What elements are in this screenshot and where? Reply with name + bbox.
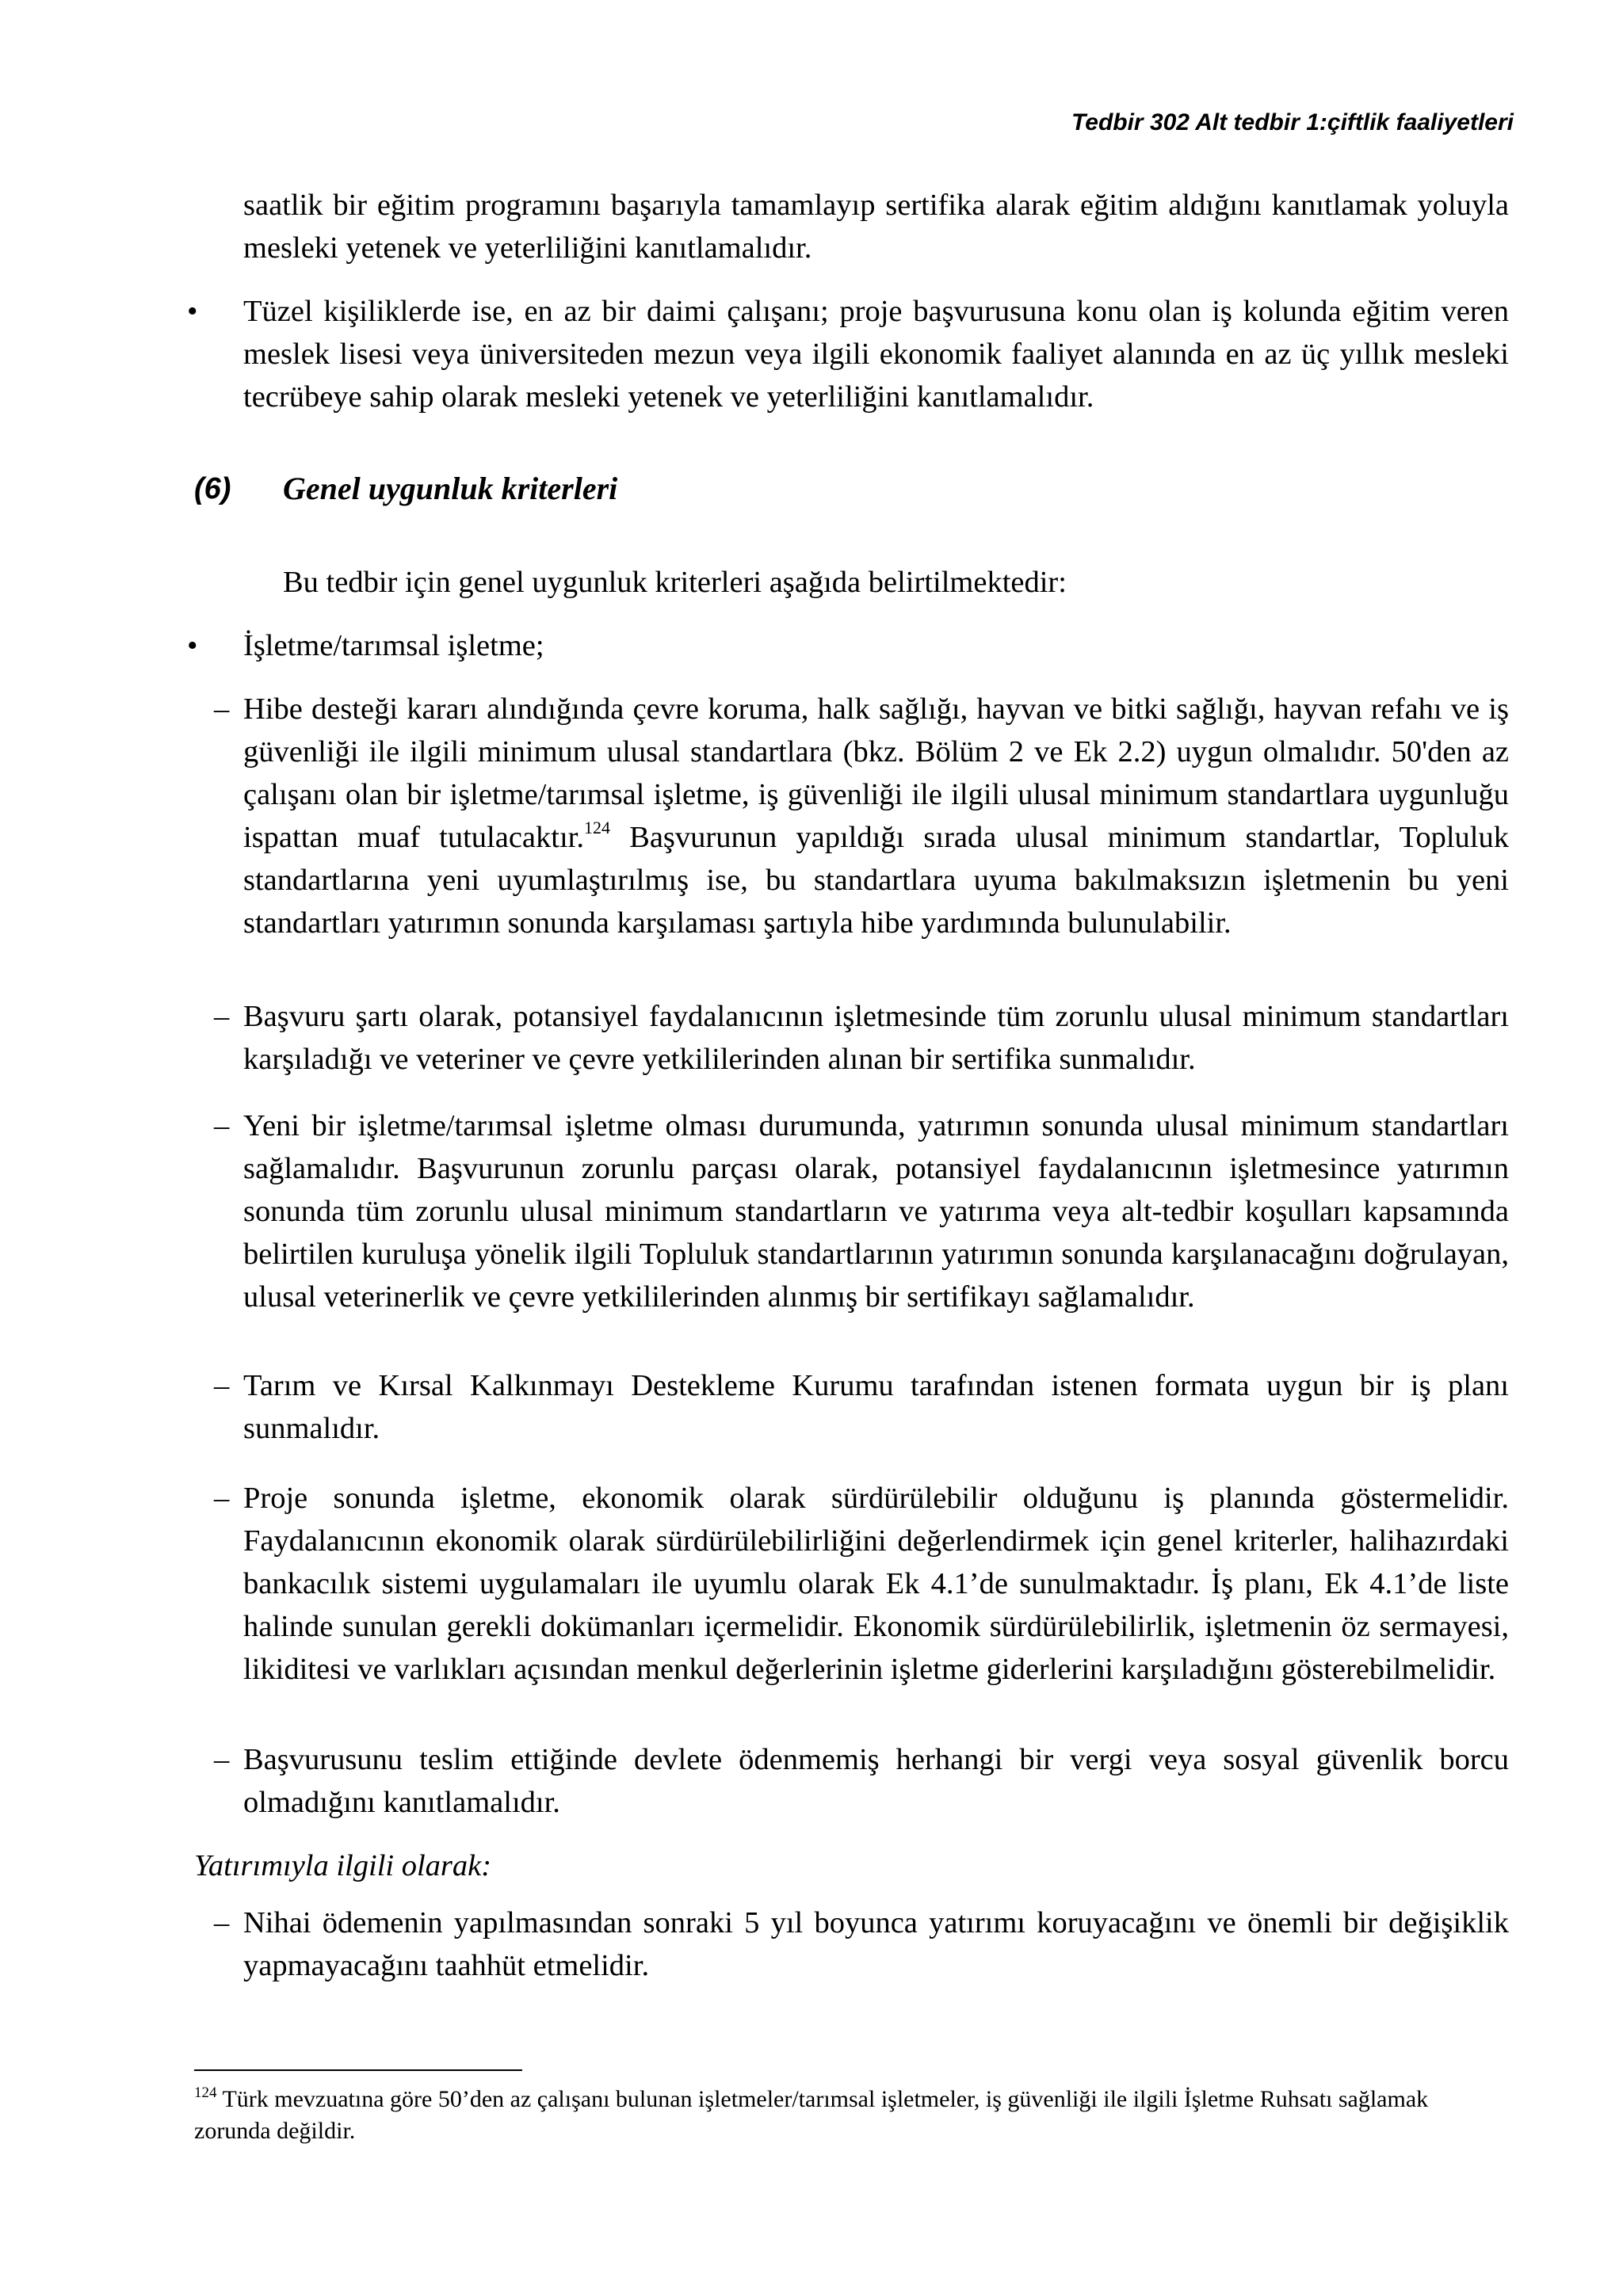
enterprise-bullet: İşletme/tarımsal işletme; — [243, 629, 544, 662]
continuation-paragraph: saatlik bir eğitim programını başarıyla tamamlayıp sertifika alarak eğitim aldığını kanıtlamak yoluyla mesleki yetenek ve yeterliliğini kanıtlamalıdır. — [243, 189, 1509, 265]
footnote — [194, 2084, 1510, 2147]
investment-heading: Yatırımıyla ilgili olarak: — [194, 1849, 492, 1882]
dash-icon: – — [214, 692, 230, 726]
dash-icon: – — [214, 1109, 230, 1142]
criterion-item: Yeni bir işletme/tarımsal işletme olması durumunda, yatırımın sonunda ulusal minimum standartları sağlamalıdır. Başvurunun zorunlu parçası olarak, potansiyel faydalanıcının işletmesince yatırımın sonunda tüm zorunlu ulusal minimum standartların ve yatırıma veya alt-tedbir koşulları kapsamında belirtilen kuruluşa yönelik ilgili Topluluk standartlarının yatırımın sonunda karşılanacağını doğrulayan, ulusal veterinerlik ve çevre yetkililerinden alınmış bir sertifikayı sağlamalıdır. — [243, 1109, 1509, 1314]
section-number: (6) — [194, 472, 231, 505]
bullet-icon: • — [187, 295, 198, 328]
footnote-separator — [194, 2069, 522, 2071]
footnote-number: 124 — [194, 2084, 217, 2101]
bullet-icon: • — [187, 629, 198, 662]
legal-entity-paragraph: Tüzel kişiliklerde ise, en az bir daimi çalışanı; proje başvurusuna konu olan iş kolunda eğitim veren meslek lisesi veya üniversiteden mezun veya ilgili ekonomik faaliyet alanında en az üç yıllık mesleki tecrübeye sahip olarak mesleki yetenek ve yeterliliğini kanıtlamalıdır. — [243, 295, 1509, 414]
dash-icon: – — [214, 1482, 230, 1515]
criterion-item: Başvurusunu teslim ettiğinde devlete ödenmemiş herhangi bir vergi veya sosyal güvenlik borcu olmadığını kanıtlamalıdır. — [243, 1743, 1509, 1819]
criterion-item-standards: Hibe desteği kararı alındığında çevre koruma, halk sağlığı, hayvan ve bitki sağlığı, hayvan refahı ve iş güvenliği ile ilgili minimum ulusal standartlara (bkz. Bölüm 2 ve Ek 2.2) uygun olmalıdır. 50'den az çalışanı olan bir işletme/tarımsal işletme, iş güvenliği ile ilgili ulusal minimum standartlara uygunluğu ispattan muaf tutulacaktır.$^{124}$ Başvurunun yapıldığı sırada ulusal minimum standartlar, Topluluk standartlarına yeni uyumlaştırılmış ise, bu standartlara uyuma bakılmaksızın işletmenin bu yeni standartları yatırımın sonunda karşılaması şartıyla hibe yardımında bulunulabilir. — [243, 692, 1509, 940]
running-header: Tedbir 302 Alt tedbir 1:çiftlik faaliyetleri — [1071, 109, 1514, 135]
dash-icon: – — [214, 1369, 230, 1402]
criterion-item: Tarım ve Kırsal Kalkınmayı Destekleme Kurumu tarafından istenen formata uygun bir iş planı sunmalıdır. — [243, 1369, 1509, 1445]
dash-icon: – — [214, 1743, 230, 1776]
criterion-item: Başvuru şartı olarak, potansiyel faydalanıcının işletmesinde tüm zorunlu ulusal minimum standartları karşıladığı ve veteriner ve çevre yetkililerinden alınan bir sertifika sunmalıdır. — [243, 1000, 1509, 1076]
footnote-text: Türk mevzuatına göre 50’den az çalışanı bulunan işletmeler/tarımsal işletmeler, iş güvenliği ile ilgili İşletme Ruhsatı sağlamak zorunda değildir. — [194, 2086, 1429, 2144]
criterion-item: Proje sonunda işletme, ekonomik olarak sürdürülebilir olduğunu iş planında göstermelidir. Faydalanıcının ekonomik olarak sürdürülebilirliğini değerlendirmek için genel kriterler, halihazırdaki bankacılık sistemi uygulamaları ile uyumlu olarak Ek 4.1’de sunulmaktadır. İş planı, Ek 4.1’de liste halinde sunulan gerekli dokümanları içermelidir. Ekonomik sürdürülebilirlik, işletmenin öz sermayesi, likiditesi ve varlıkları açısından menkul değerlerinin işletme giderlerini karşıladığını gösterebilmelidir. — [243, 1482, 1509, 1686]
dash-icon: – — [214, 1000, 230, 1033]
footnote-ref-124[interactable]: 124 — [584, 818, 610, 837]
investment-item: Nihai ödemenin yapılmasından sonraki 5 yıl boyunca yatırımı koruyacağını ve önemli bir değişiklik yapmayacağını taahhüt etmelidir. — [243, 1906, 1509, 1982]
section-title: Genel uygunluk kriterleri — [283, 471, 618, 506]
dash-icon: – — [214, 1906, 230, 1939]
section-intro: Bu tedbir için genel uygunluk kriterleri aşağıda belirtilmektedir: — [283, 566, 1067, 599]
